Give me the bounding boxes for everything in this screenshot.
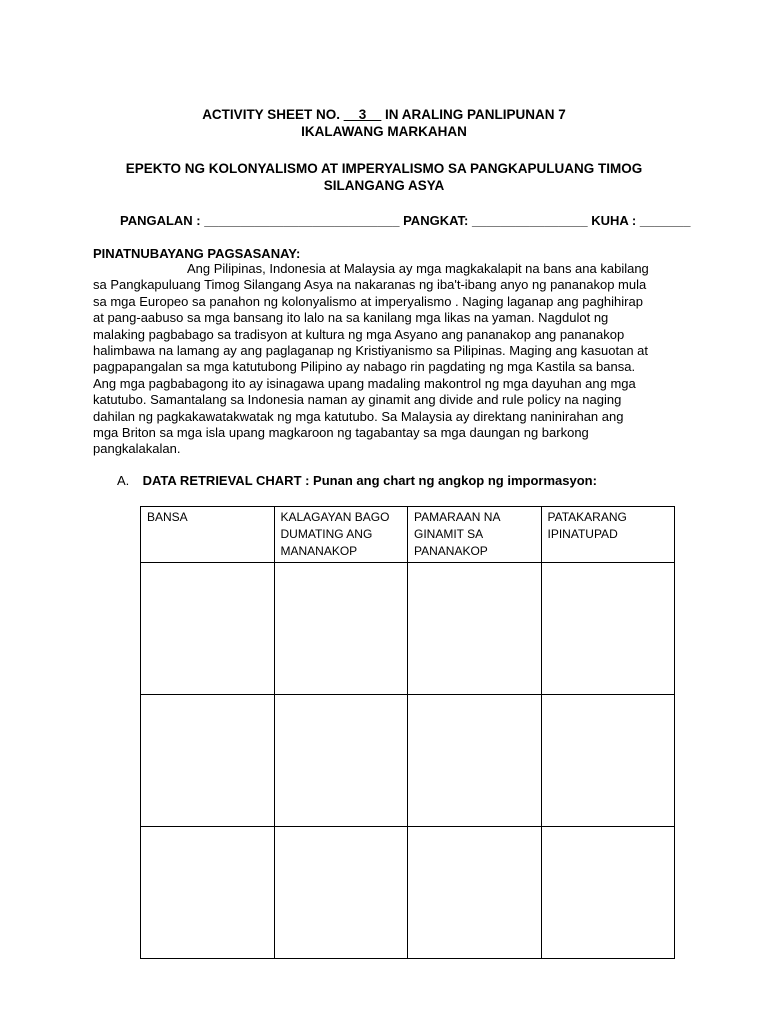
table-cell[interactable] [408, 695, 542, 827]
column-header-bansa: BANSA [141, 507, 275, 563]
header-prefix: ACTIVITY SHEET NO. [202, 107, 340, 122]
guided-practice-heading: PINATNUBAYANG PAGSASANAY: [93, 246, 301, 261]
table-cell[interactable] [541, 695, 675, 827]
table-cell[interactable] [274, 563, 408, 695]
paragraph-line: pangkalakalan. [93, 441, 181, 457]
title-line-2: SILANGANG ASYA [323, 178, 445, 193]
table-cell[interactable] [274, 695, 408, 827]
item-a-instruction [117, 472, 597, 489]
item-a-text: DATA RETRIEVAL CHART : Punan ang chart ng angkop ng impormasyon: [142, 473, 597, 488]
paragraph-line: sa Pangkapuluang Timog Silangang Asya na nakaranas ng iba't-ibang anyo ng pananakop mula [93, 277, 647, 293]
column-header-kalagayan: KALAGAYAN BAGO DUMATING ANG MANANAKOP [274, 507, 408, 563]
table-row [141, 827, 675, 959]
guided-practice-paragraph [93, 261, 683, 458]
header-quarter: IKALAWANG MARKAHAN [301, 124, 467, 139]
column-header-pamaraan: PAMARAAN NA GINAMIT SA PANANAKOP [408, 507, 542, 563]
title-line-1: EPEKTO NG KOLONYALISMO AT IMPERYALISMO SA PANGKAPULUANG TIMOG [125, 161, 643, 176]
table-cell[interactable] [141, 827, 275, 959]
score-field[interactable]: KUHA : _______ [591, 213, 691, 228]
paragraph-line: sa mga Europeo sa panahon ng kolonyalismo at imperyalismo . Naging laganap ang paghihirap [93, 293, 643, 309]
paragraph-line: mga Briton sa mga isla upang magkaroon ng tagabantay sa mga daungan ng barkong [93, 425, 589, 441]
table-row [141, 695, 675, 827]
sheet-number: __3__ [343, 107, 382, 122]
section-field[interactable]: PANGKAT: ________________ [403, 213, 588, 228]
chart-header-row [141, 507, 675, 563]
paragraph-line: at pang-aabuso sa mga bansang ito lalo na sa kanilang mga likas na yaman. Nagdulot ng [93, 310, 609, 326]
data-retrieval-chart [140, 506, 675, 959]
paragraph-line: katutubo. Samantalang sa Indonesia naman ay ginamit ang divide and rule policy na naging [93, 392, 622, 408]
student-info-line [120, 212, 691, 229]
table-cell[interactable] [274, 827, 408, 959]
paragraph-line: pagpapangalan sa mga katutubong Pilipino ay nabago rin pagdating ng mga Kastila sa bansa. [93, 359, 636, 375]
header-suffix: IN ARALING PANLIPUNAN 7 [385, 107, 566, 122]
table-cell[interactable] [541, 563, 675, 695]
item-a-label: A. [117, 473, 130, 488]
table-cell[interactable] [141, 563, 275, 695]
paragraph-line: Ang mga pagbabagong ito ay isinagawa upang madaling makontrol ng mga dayuhan ang mga [93, 375, 636, 391]
table-cell[interactable] [541, 827, 675, 959]
column-header-patakaran: PATAKARANG IPINATUPAD [541, 507, 675, 563]
paragraph-line: halimbawa na lamang ay ang paglaganap ng Kristiyanismo sa Pilipinas. Maging ang kasuotan at [93, 343, 649, 359]
table-cell[interactable] [408, 827, 542, 959]
paragraph-line: Ang Pilipinas, Indonesia at Malaysia ay mga magkakalapit na bans ana kabilang [187, 261, 649, 276]
name-field[interactable]: PANGALAN : ___________________________ [120, 213, 400, 228]
paragraph-line: malaking pagbabago sa tradisyon at kultura ng mga Asyano ang pananakop ang pananakop [93, 326, 625, 342]
table-cell[interactable] [141, 695, 275, 827]
header-line-1 [0, 106, 768, 123]
paragraph-line: dahilan ng pagkakawatakwatak ng mga katutubo. Sa Malaysia ay direktang naninirahan ang [93, 408, 624, 424]
table-row [141, 563, 675, 695]
table-cell[interactable] [408, 563, 542, 695]
